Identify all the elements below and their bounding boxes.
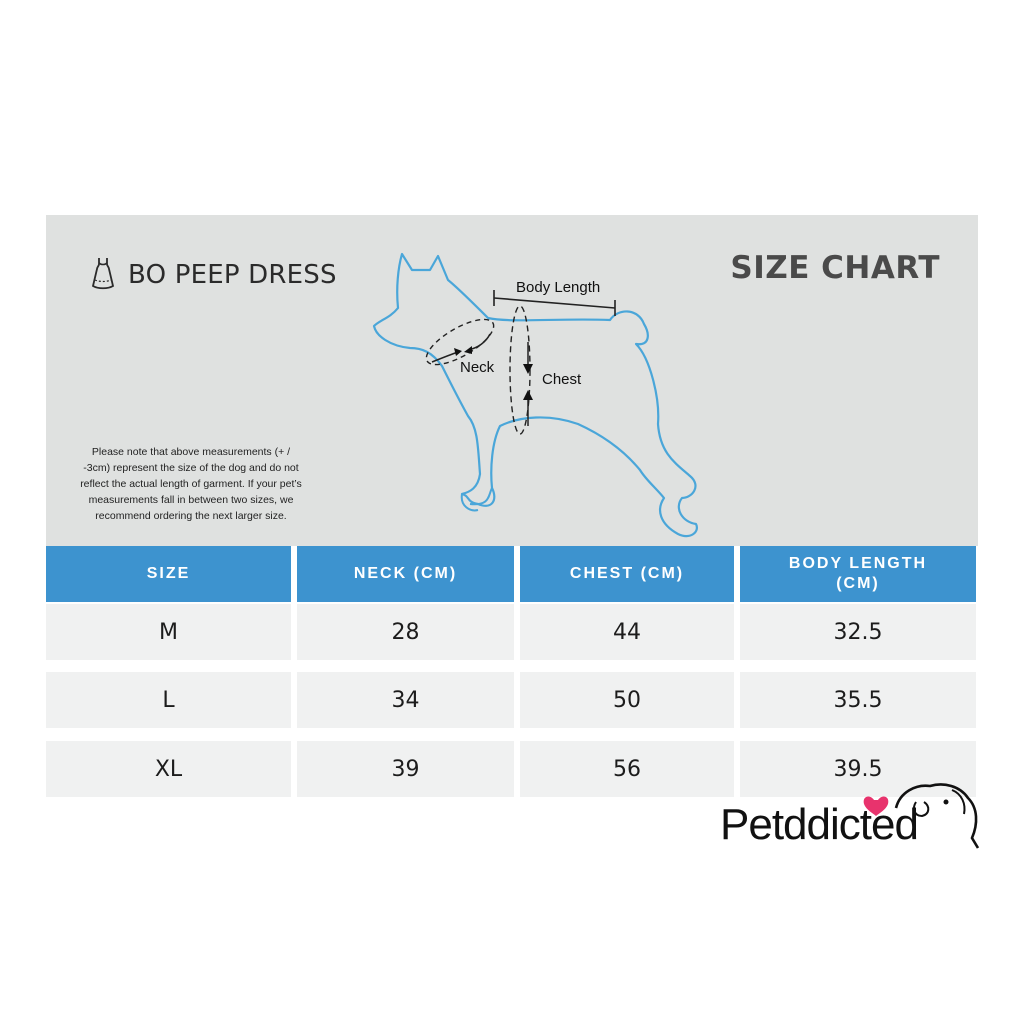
cell-chest: 50 <box>520 672 734 728</box>
cell-chest: 56 <box>520 741 734 797</box>
dog-measurement-diagram <box>360 248 720 548</box>
brand-wordmark: Petddicted <box>720 800 918 849</box>
dress-icon <box>88 256 118 295</box>
body-length-line <box>494 298 615 308</box>
dog-outline <box>374 254 697 536</box>
cell-size: L <box>46 672 291 728</box>
neck-label: Neck <box>460 359 495 376</box>
product-header <box>88 255 337 295</box>
cell-neck: 34 <box>297 672 514 728</box>
column-header-neck: NECK (CM) <box>297 546 514 602</box>
column-header-body-length: BODY LENGTH (CM) <box>740 546 976 602</box>
brand-logo <box>716 778 986 858</box>
cell-body-length: 32.5 <box>740 604 976 660</box>
cell-size: XL <box>46 741 291 797</box>
cell-neck: 28 <box>297 604 514 660</box>
cell-size: M <box>46 604 291 660</box>
product-title: BO PEEP DRESS <box>128 260 337 290</box>
chest-label: Chest <box>542 371 582 388</box>
cell-body-length: 39.5 <box>740 741 976 797</box>
measurement-note: Please note that above measurements (+ / -3cm) represent the size of the dog and do not reflect the actual length of garment. If your pet’s measurements fall in between two sizes, we recommend ordering the next larger size. <box>80 446 302 522</box>
cell-chest: 44 <box>520 604 734 660</box>
chart-title: SIZE CHART <box>730 250 940 286</box>
cell-neck: 39 <box>297 741 514 797</box>
dog-leg-line <box>462 494 478 510</box>
cell-body-length: 35.5 <box>740 672 976 728</box>
body-length-label: Body Length <box>516 279 601 296</box>
column-header-size: SIZE <box>46 546 291 602</box>
column-header-chest: CHEST (CM) <box>520 546 734 602</box>
